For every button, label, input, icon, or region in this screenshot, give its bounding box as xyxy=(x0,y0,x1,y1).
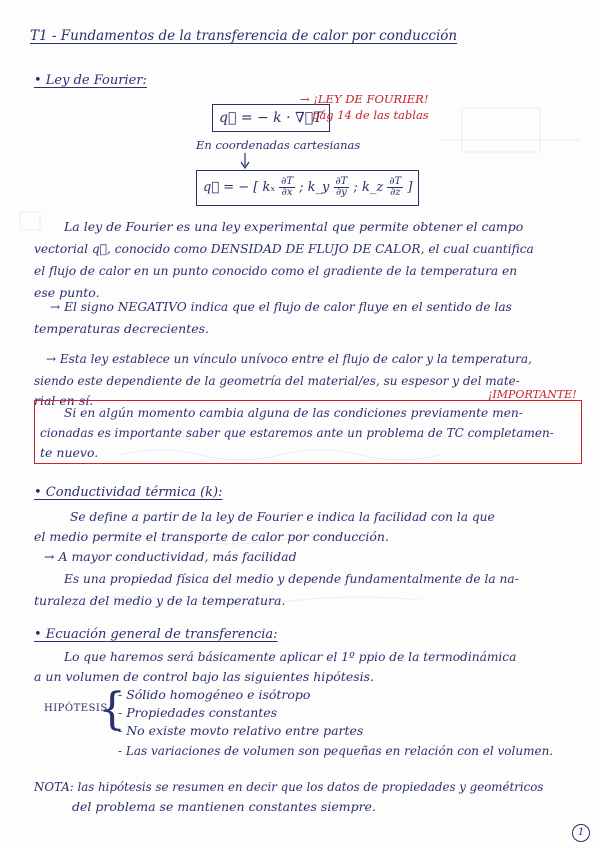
frac-den: ∂x xyxy=(281,187,293,198)
text-line: cionadas es importante saber que estaremos ante un problema de TC completamen- xyxy=(40,426,554,440)
text-line: Se define a partir de la ley de Fourier e indica la facilidad con la que xyxy=(70,510,495,524)
page-title: T1 - Fundamentos de la transferencia de calor por conducción xyxy=(30,28,458,44)
text-line: a un volumen de control bajo las siguientes hipótesis. xyxy=(34,669,375,684)
hypothesis-label: HIPÓTESIS xyxy=(44,703,108,714)
text-line: → Esta ley establece un vínculo unívoco entre el flujo de calor y la temperatura, xyxy=(46,352,532,366)
text-line: vectorial q⃗, conocido como DENSIDAD DE FLUJO DE CALOR, el cual cuantifica xyxy=(34,242,534,256)
section-heading-conductivity: • Conductividad térmica (k): xyxy=(34,485,223,500)
fraction-dtdx xyxy=(279,177,295,198)
text-line: siendo este dependiente de la geometría del material/es, su espesor y del mate- xyxy=(34,374,520,388)
fourier-law-note: → ¡LEY DE FOURIER! xyxy=(300,92,429,106)
cartesian-equation-box xyxy=(196,170,419,206)
page-number: 1 xyxy=(572,824,590,842)
frac-num: ∂T xyxy=(335,176,348,187)
text-line: La ley de Fourier es una ley experimental que permite obtener el campo xyxy=(64,219,524,234)
text-line: → El signo NEGATIVO indica que el flujo de calor fluye en el sentido de las xyxy=(50,300,512,314)
curly-brace-icon: { xyxy=(98,684,126,735)
frac-num: ∂T xyxy=(389,176,402,187)
coords-label: En coordenadas cartesianas xyxy=(196,138,361,152)
section-heading-general-equation: • Ecuación general de transferencia: xyxy=(34,627,278,642)
text-line: el medio permite el transporte de calor por conducción. xyxy=(34,529,389,544)
hypothesis-item: - No existe movto relativo entre partes xyxy=(118,723,364,738)
text-line: te nuevo. xyxy=(40,445,99,460)
hypothesis-item: - Sólido homogéneo e isótropo xyxy=(118,687,311,702)
tables-page-note: pág 14 de las tablas xyxy=(312,108,429,122)
text-line: el flujo de calor en un punto conocido como el gradiente de la temperatura en xyxy=(34,264,518,278)
text-line: Es una propiedad física del medio y depende fundamentalmente de la na- xyxy=(64,572,519,586)
frac-den: ∂z xyxy=(390,187,401,198)
fraction-dtdy xyxy=(334,177,350,198)
fraction-dtdz xyxy=(387,177,403,198)
frac-num: ∂T xyxy=(281,176,293,187)
text-line: Si en algún momento cambia alguna de las condiciones previamente men- xyxy=(64,406,523,420)
important-note: ¡IMPORTANTE! xyxy=(488,388,577,401)
frac-den: ∂y xyxy=(336,187,347,198)
section-heading-fourier: • Ley de Fourier: xyxy=(34,73,147,88)
hypothesis-item: - Propiedades constantes xyxy=(118,705,278,720)
nota-line: NOTA: las hipótesis se resumen en decir que los datos de propiedades y geométricos xyxy=(34,780,544,794)
text-line: Lo que haremos será básicamente aplicar el 1º ppio de la termodinámica xyxy=(64,650,517,664)
cartesian-kz: ; k_z xyxy=(353,180,384,195)
text-line: ese punto. xyxy=(34,285,100,300)
hypothesis-item: - Las variaciones de volumen son pequeñas en relación con el volumen. xyxy=(118,744,554,758)
nota-line: del problema se mantienen constantes siempre. xyxy=(72,799,376,814)
cartesian-ky: ; k_y xyxy=(299,180,330,195)
cartesian-eq-end: ] xyxy=(407,180,413,195)
cartesian-eq-head: q⃗ = − [ kₓ xyxy=(203,180,276,195)
fourier-equation: q⃗ = − k · ∇⃗T xyxy=(219,110,323,126)
text-line: rial en sí. xyxy=(34,393,94,408)
text-line: turaleza del medio y de la temperatura. xyxy=(34,593,286,608)
text-line: → A mayor conductividad, más facilidad xyxy=(44,549,297,564)
text-line: temperaturas decrecientes. xyxy=(34,321,210,336)
